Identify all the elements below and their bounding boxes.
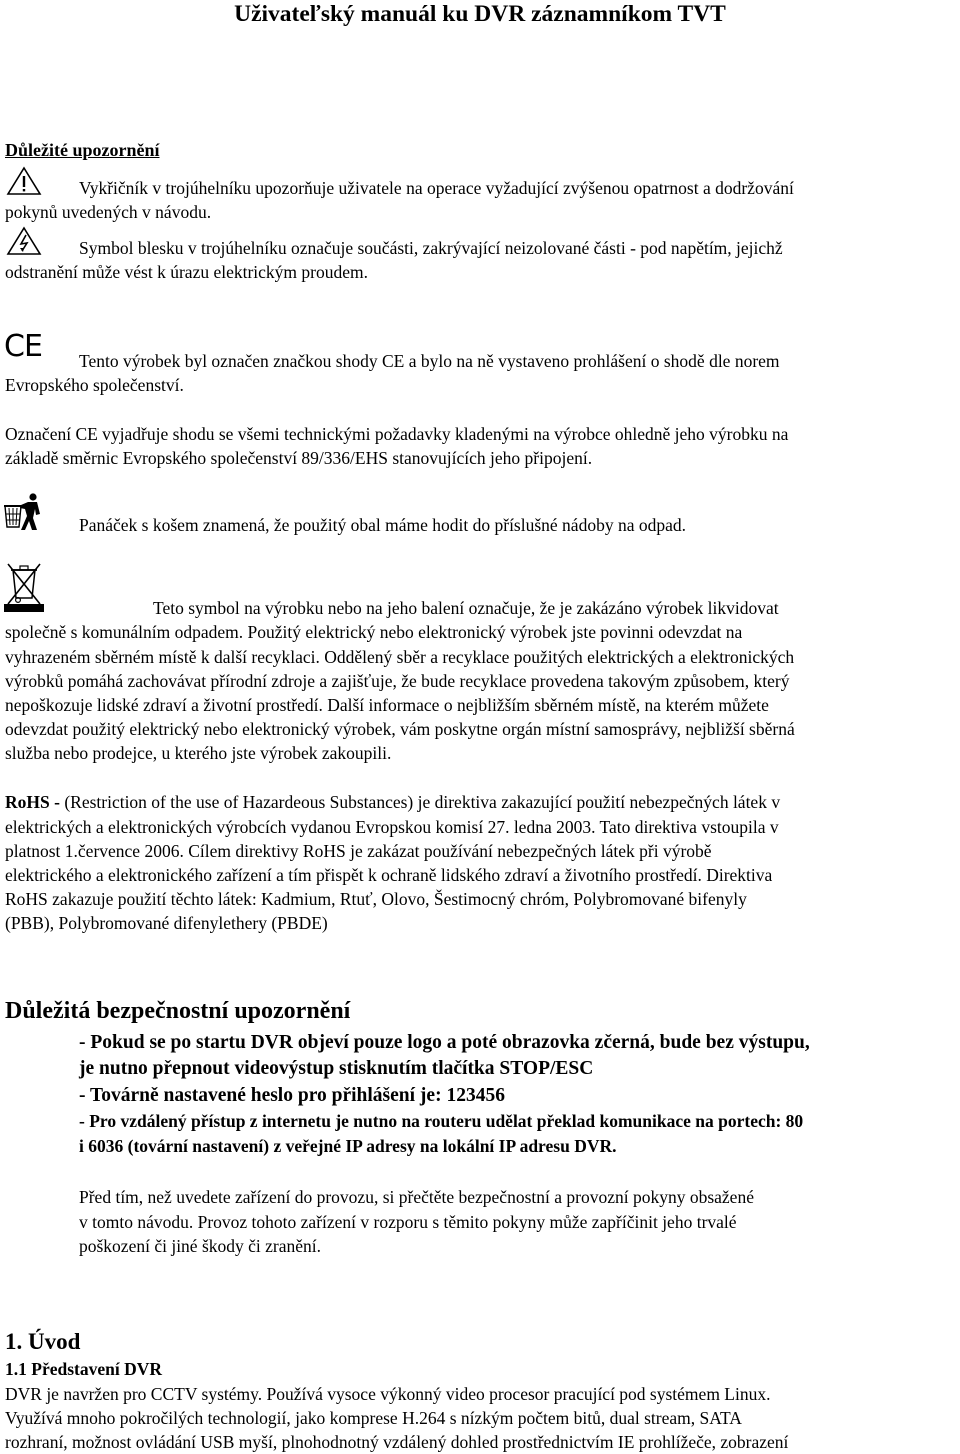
page-title: Uživateľský manuál ku DVR záznamníkom TVT <box>234 1 726 27</box>
rohs-text-line <box>5 790 780 814</box>
safety-item-line: - Továrně nastavené heslo pro přihlášení je: 123456 <box>79 1085 505 1106</box>
recycle-bin-person-icon <box>2 492 42 532</box>
intro-text-line: Využívá mnoho pokročilých technologií, jako komprese H.264 s nízkým počtem bitů, dual stream, SATA <box>5 1408 742 1428</box>
safety-note-line: Před tím, než uvedete zařízení do provozu, si přečtěte bezpečnostní a provozní pokyny obsažené <box>79 1187 754 1207</box>
safety-note-line: poškození či jiné škody či zranění. <box>79 1236 322 1256</box>
important-heading: Důležité upozornění <box>5 140 160 160</box>
warning-text-line: Vykřičník v trojúhelníku upozorňuje uživatele na operace vyžadující zvýšenou opatrnost a dodržování <box>79 178 794 198</box>
intro-text-line: DVR je navržen pro CCTV systémy. Používá vysoce výkonný video procesor pracující pod systémem Linux. <box>5 1384 771 1404</box>
safety-note-line: v tomto návodu. Provoz tohoto zařízení v rozporu s těmito pokyny může zapříčinit jeho trvalé <box>79 1212 737 1232</box>
weee-text-line: společně s komunálním odpadem. Použitý elektrický nebo elektronický výrobek jste povinni odevzdat na <box>5 622 743 642</box>
ce-mark-icon: CE <box>4 329 42 364</box>
safety-item-line: - Pokud se po startu DVR objeví pouze logo a poté obrazovka zčerná, bude bez výstupu, <box>79 1032 810 1053</box>
safety-heading: Důležitá bezpečnostní upozornění <box>5 998 351 1024</box>
safety-item-line: i 6036 (tovární nastavení) z veřejné IP adresy na lokální IP adresu DVR. <box>79 1136 617 1156</box>
intro-subheading: 1.1 Představení DVR <box>5 1359 162 1379</box>
warning-triangle-icon <box>6 166 42 196</box>
weee-text-line: služba nebo prodejce, u kterého jste výrobek zakoupili. <box>5 743 392 763</box>
lightning-text-line: odstranění může vést k úrazu elektrickým proudem. <box>5 262 369 282</box>
bin-text-line: Panáček s košem znamená, že použitý obal máme hodit do příslušné nádoby na odpad. <box>79 515 686 535</box>
lightning-triangle-icon <box>6 226 42 256</box>
lightning-text-line: Symbol blesku v trojúhelníku označuje součásti, zakrývající neizolované části - pod napětím, jejichž <box>79 238 783 258</box>
weee-text-line: vyhrazeném sběrném místě k další recyklaci. Oddělený sběr a recyklace použitých elektrických a elektronických <box>5 647 795 667</box>
ce-text-line: Tento výrobek byl označen značkou shody CE a bylo na ně vystaveno prohlášení o shodě dle norem <box>79 351 780 371</box>
rohs-text-line: RoHS zakazuje použití těchto látek: Kadmium, Rtuť, Olovo, Šestimocný chróm, Polybromované bifenyly <box>5 889 747 909</box>
warning-text-line: pokynů uvedených v návodu. <box>5 202 212 222</box>
intro-heading: 1. Úvod <box>5 1329 81 1354</box>
weee-text-line: odevzdat použitý elektrický nebo elektronický výrobek, vám poskytne orgán místní samosprávy, nejbližší sběrná <box>5 719 795 739</box>
ce-paragraph-line: základě směrnic Evropského společenství 89/336/EHS stanovujících jeho připojení. <box>5 448 593 468</box>
rohs-text-line: elektrických a elektronických výrobcích vydanou Evropskou komisí 27. ledna 2003. Tato direktiva vstoupila v <box>5 817 779 837</box>
safety-item-line: - Pro vzdálený přístup z internetu je nutno na routeru udělat překlad komunikace na portech: 80 <box>79 1111 804 1131</box>
rohs-text-line: elektrického a elektronického zařízení a tím přispět k ochraně lidského zdraví a životního prostředí. Direktiva <box>5 865 773 885</box>
ce-paragraph-line: Označení CE vyjadřuje shodu se všemi technickými požadavky kladenými na výrobce ohledně jeho výrobku na <box>5 424 789 444</box>
crossed-bin-icon <box>4 560 44 614</box>
intro-text-line: rozhraní, možnost ovládání USB myší, plnohodnotný vzdálený dohled prostřednictvím IE prohlížeče, zobrazení <box>5 1432 789 1452</box>
rohs-text-line: platnost 1.července 2006. Cílem direktivy RoHS je zakázat používání nebezpečných látek při výrobě <box>5 841 712 861</box>
weee-text-line: nepoškozuje lidské zdraví a životní prostředí. Další informace o nejbližším sběrném místě, na kterém můžete <box>5 695 769 715</box>
ce-text-line: Evropského společenství. <box>5 375 184 395</box>
weee-text-line: Teto symbol na výrobku nebo na jeho balení označuje, že je zakázáno výrobek likvidovat <box>153 598 779 618</box>
rohs-label: RoHS - <box>5 792 60 812</box>
weee-text-line: výrobků pomáhá zachovávat přírodní zdroje a zajišťuje, že bude recyklace provedena takovým způsobem, který <box>5 671 790 691</box>
rohs-text-line: (PBB), Polybromované difenylethery (PBDE) <box>5 913 328 933</box>
safety-item-line: je nutno přepnout videovýstup stisknutím tlačítka STOP/ESC <box>79 1058 594 1079</box>
rohs-text: (Restriction of the use of Hazardeous Substances) je direktiva zakazující použití nebezpečných látek v <box>59 792 781 812</box>
